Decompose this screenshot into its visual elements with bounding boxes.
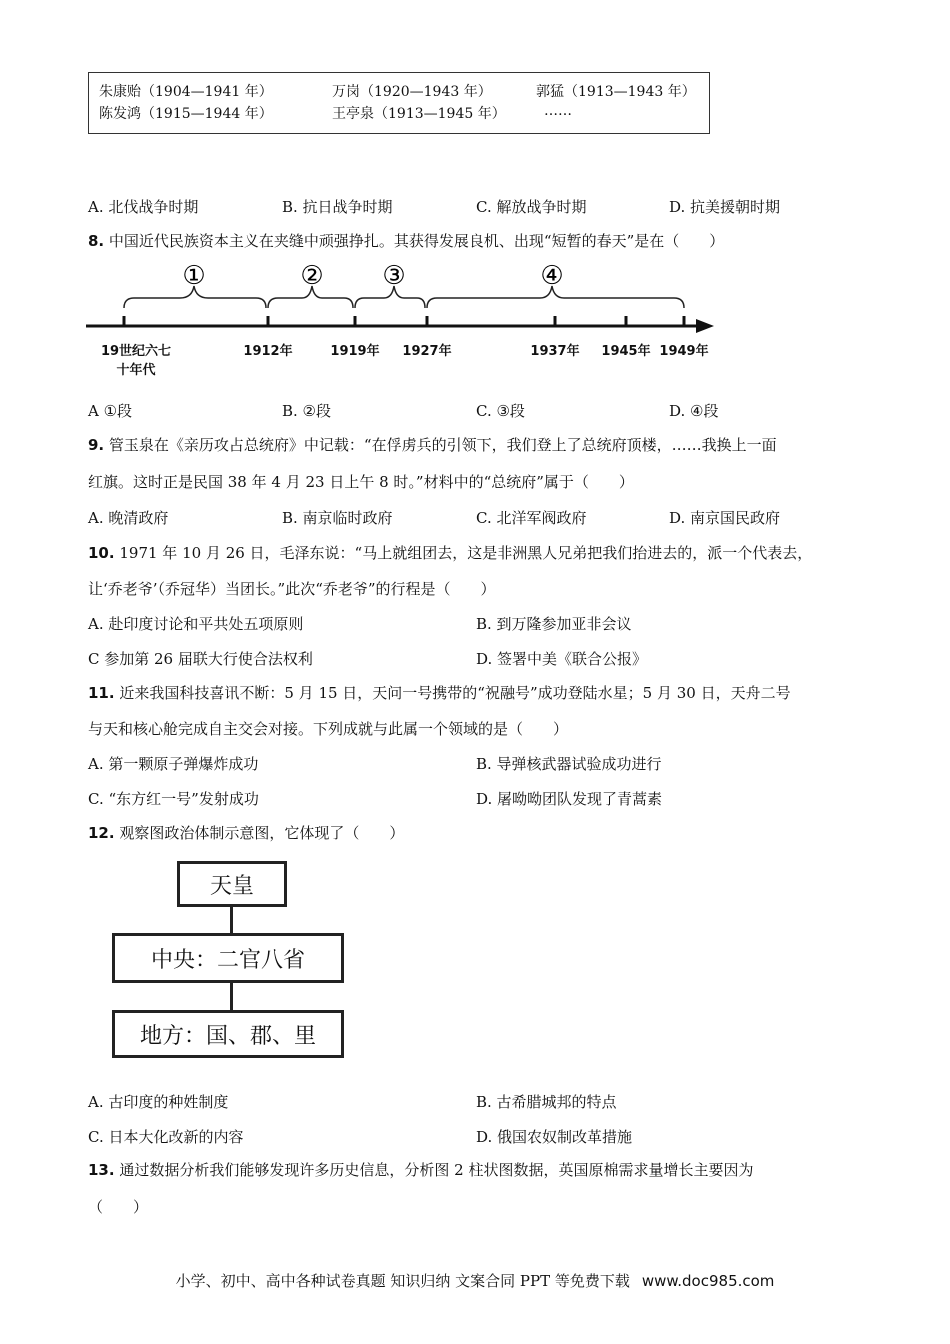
q11-option-c: C. “东方红一号”发射成功: [88, 790, 259, 808]
tick-label: 1949年: [659, 344, 709, 359]
q7-option-a: A. 北伐战争时期: [88, 198, 199, 216]
name-entry: 朱康贻（1904—1941 年）: [99, 84, 273, 100]
question-text: 通过数据分析我们能够发现许多历史信息，分析图 2 柱状图数据，英国原棉需求量增长主要因为: [119, 1161, 754, 1179]
name-entry: 王亭泉（1913—1945 年）: [332, 106, 506, 122]
page-footer: [0, 1270, 950, 1291]
q9-option-d: D. 南京国民政府: [669, 509, 781, 527]
footer-text: 小学、初中、高中各种试卷真题 知识归纳 文案合同 PPT 等免费下载: [175, 1272, 630, 1290]
question-9: [88, 434, 777, 455]
q12-option-c: C. 日本大化改新的内容: [88, 1128, 244, 1146]
question-13: [88, 1159, 753, 1180]
question-text: 近来我国科技喜讯不断：5 月 15 日，天问一号携带的“祝融号”成功登陆水星；5 月 30 日，天舟二号: [119, 684, 791, 702]
q10-option-a: A. 赴印度讨论和平共处五项原则: [88, 615, 304, 633]
question-text: （ ）: [88, 1198, 149, 1216]
q8-option-d: D. ④段: [669, 402, 719, 420]
q10-option-b: B. 到万隆参加亚非会议: [476, 615, 632, 633]
q11-option-a: A. 第一颗原子弹爆炸成功: [88, 755, 259, 773]
segment-label-3: ③: [382, 261, 406, 291]
question-number: 10.: [88, 544, 115, 562]
segment-label-4: ④: [540, 261, 564, 291]
q9-option-a: A. 晚清政府: [88, 509, 169, 527]
question-12: [88, 822, 404, 843]
names-box: [88, 72, 710, 134]
timeline-arrowhead: [696, 319, 714, 333]
q12-option-d: D. 俄国农奴制改革措施: [476, 1128, 633, 1146]
question-text: 与天和核心舱完成自主交会对接。下列成就与此属一个领域的是（ ）: [88, 720, 569, 738]
diagram-box-local: 地方：国、郡、里: [112, 1010, 344, 1058]
q11-option-b: B. 导弹核武器试验成功进行: [476, 755, 662, 773]
q7-option-c: C. 解放战争时期: [476, 198, 587, 216]
diagram-box-central: 中央：二官八省: [112, 933, 344, 983]
diagram-connector: [230, 907, 233, 933]
question-number: 8.: [88, 232, 105, 250]
q8-option-c: C. ③段: [476, 402, 525, 420]
question-text: 让‘乔老爷’（乔冠华）当团长。”此次“乔老爷”的行程是（ ）: [88, 580, 496, 598]
question-number: 11.: [88, 684, 115, 702]
diagram-box-emperor: 天皇: [177, 861, 287, 907]
tick-label: 19世纪六七 十年代: [100, 344, 172, 378]
question-text: 红旗。这时正是民国 38 年 4 月 23 日上午 8 时。”材料中的“总统府”属于（ ）: [88, 473, 634, 491]
question-text: 中国近代民族资本主义在夹缝中顽强挣扎。其获得发展良机、出现“短暂的春天”是在（ ）: [108, 232, 725, 250]
question-text: 管玉泉在《亲历攻占总统府》中记载：“在俘虏兵的引领下，我们登上了总统府顶楼，……我换上一面: [108, 436, 777, 454]
segment-label-2: ②: [300, 261, 324, 291]
tick-label: 1919年: [330, 344, 380, 359]
q9-option-b: B. 南京临时政府: [282, 509, 393, 527]
name-entry: ……: [544, 103, 572, 119]
q12-option-a: A. 古印度的种姓制度: [88, 1093, 229, 1111]
q12-option-b: B. 古希腊城邦的特点: [476, 1093, 617, 1111]
footer-site-link[interactable]: www.doc985.com: [641, 1272, 775, 1290]
q7-option-b: B. 抗日战争时期: [282, 198, 393, 216]
q7-option-d: D. 抗美援朝时期: [669, 198, 781, 216]
q10-option-d: D. 签署中美《联合公报》: [476, 650, 648, 668]
tick-label: 1912年: [243, 344, 293, 359]
q8-option-a: A ①段: [88, 402, 133, 420]
question-number: 9.: [88, 436, 105, 454]
segment-label-1: ①: [182, 261, 206, 291]
diagram-connector: [230, 983, 233, 1010]
question-8: [88, 230, 724, 251]
q9-option-c: C. 北洋军阀政府: [476, 509, 587, 527]
q11-option-d: D. 屠呦呦团队发现了青蒿素: [476, 790, 663, 808]
question-number: 13.: [88, 1161, 115, 1179]
name-entry: 万岗（1920—1943 年）: [332, 84, 492, 100]
name-entry: 陈发鸿（1915—1944 年）: [99, 106, 273, 122]
question-11: [88, 682, 791, 703]
question-10: [88, 542, 812, 563]
question-text: 观察图政治体制示意图，它体现了（ ）: [119, 824, 405, 842]
tick-label: 1937年: [530, 344, 580, 359]
name-entry: 郭猛（1913—1943 年）: [536, 84, 696, 100]
q8-option-b: B. ②段: [282, 402, 332, 420]
tick-label: 1927年: [402, 344, 452, 359]
tick-label: 1945年: [601, 344, 651, 359]
q10-option-c: C 参加第 26 届联大行使合法权利: [88, 650, 313, 668]
question-text: 1971 年 10 月 26 日，毛泽东说：“马上就组团去，这是非洲黑人兄弟把我们抬进去的，派一个代表去，: [119, 544, 813, 562]
question-number: 12.: [88, 824, 115, 842]
